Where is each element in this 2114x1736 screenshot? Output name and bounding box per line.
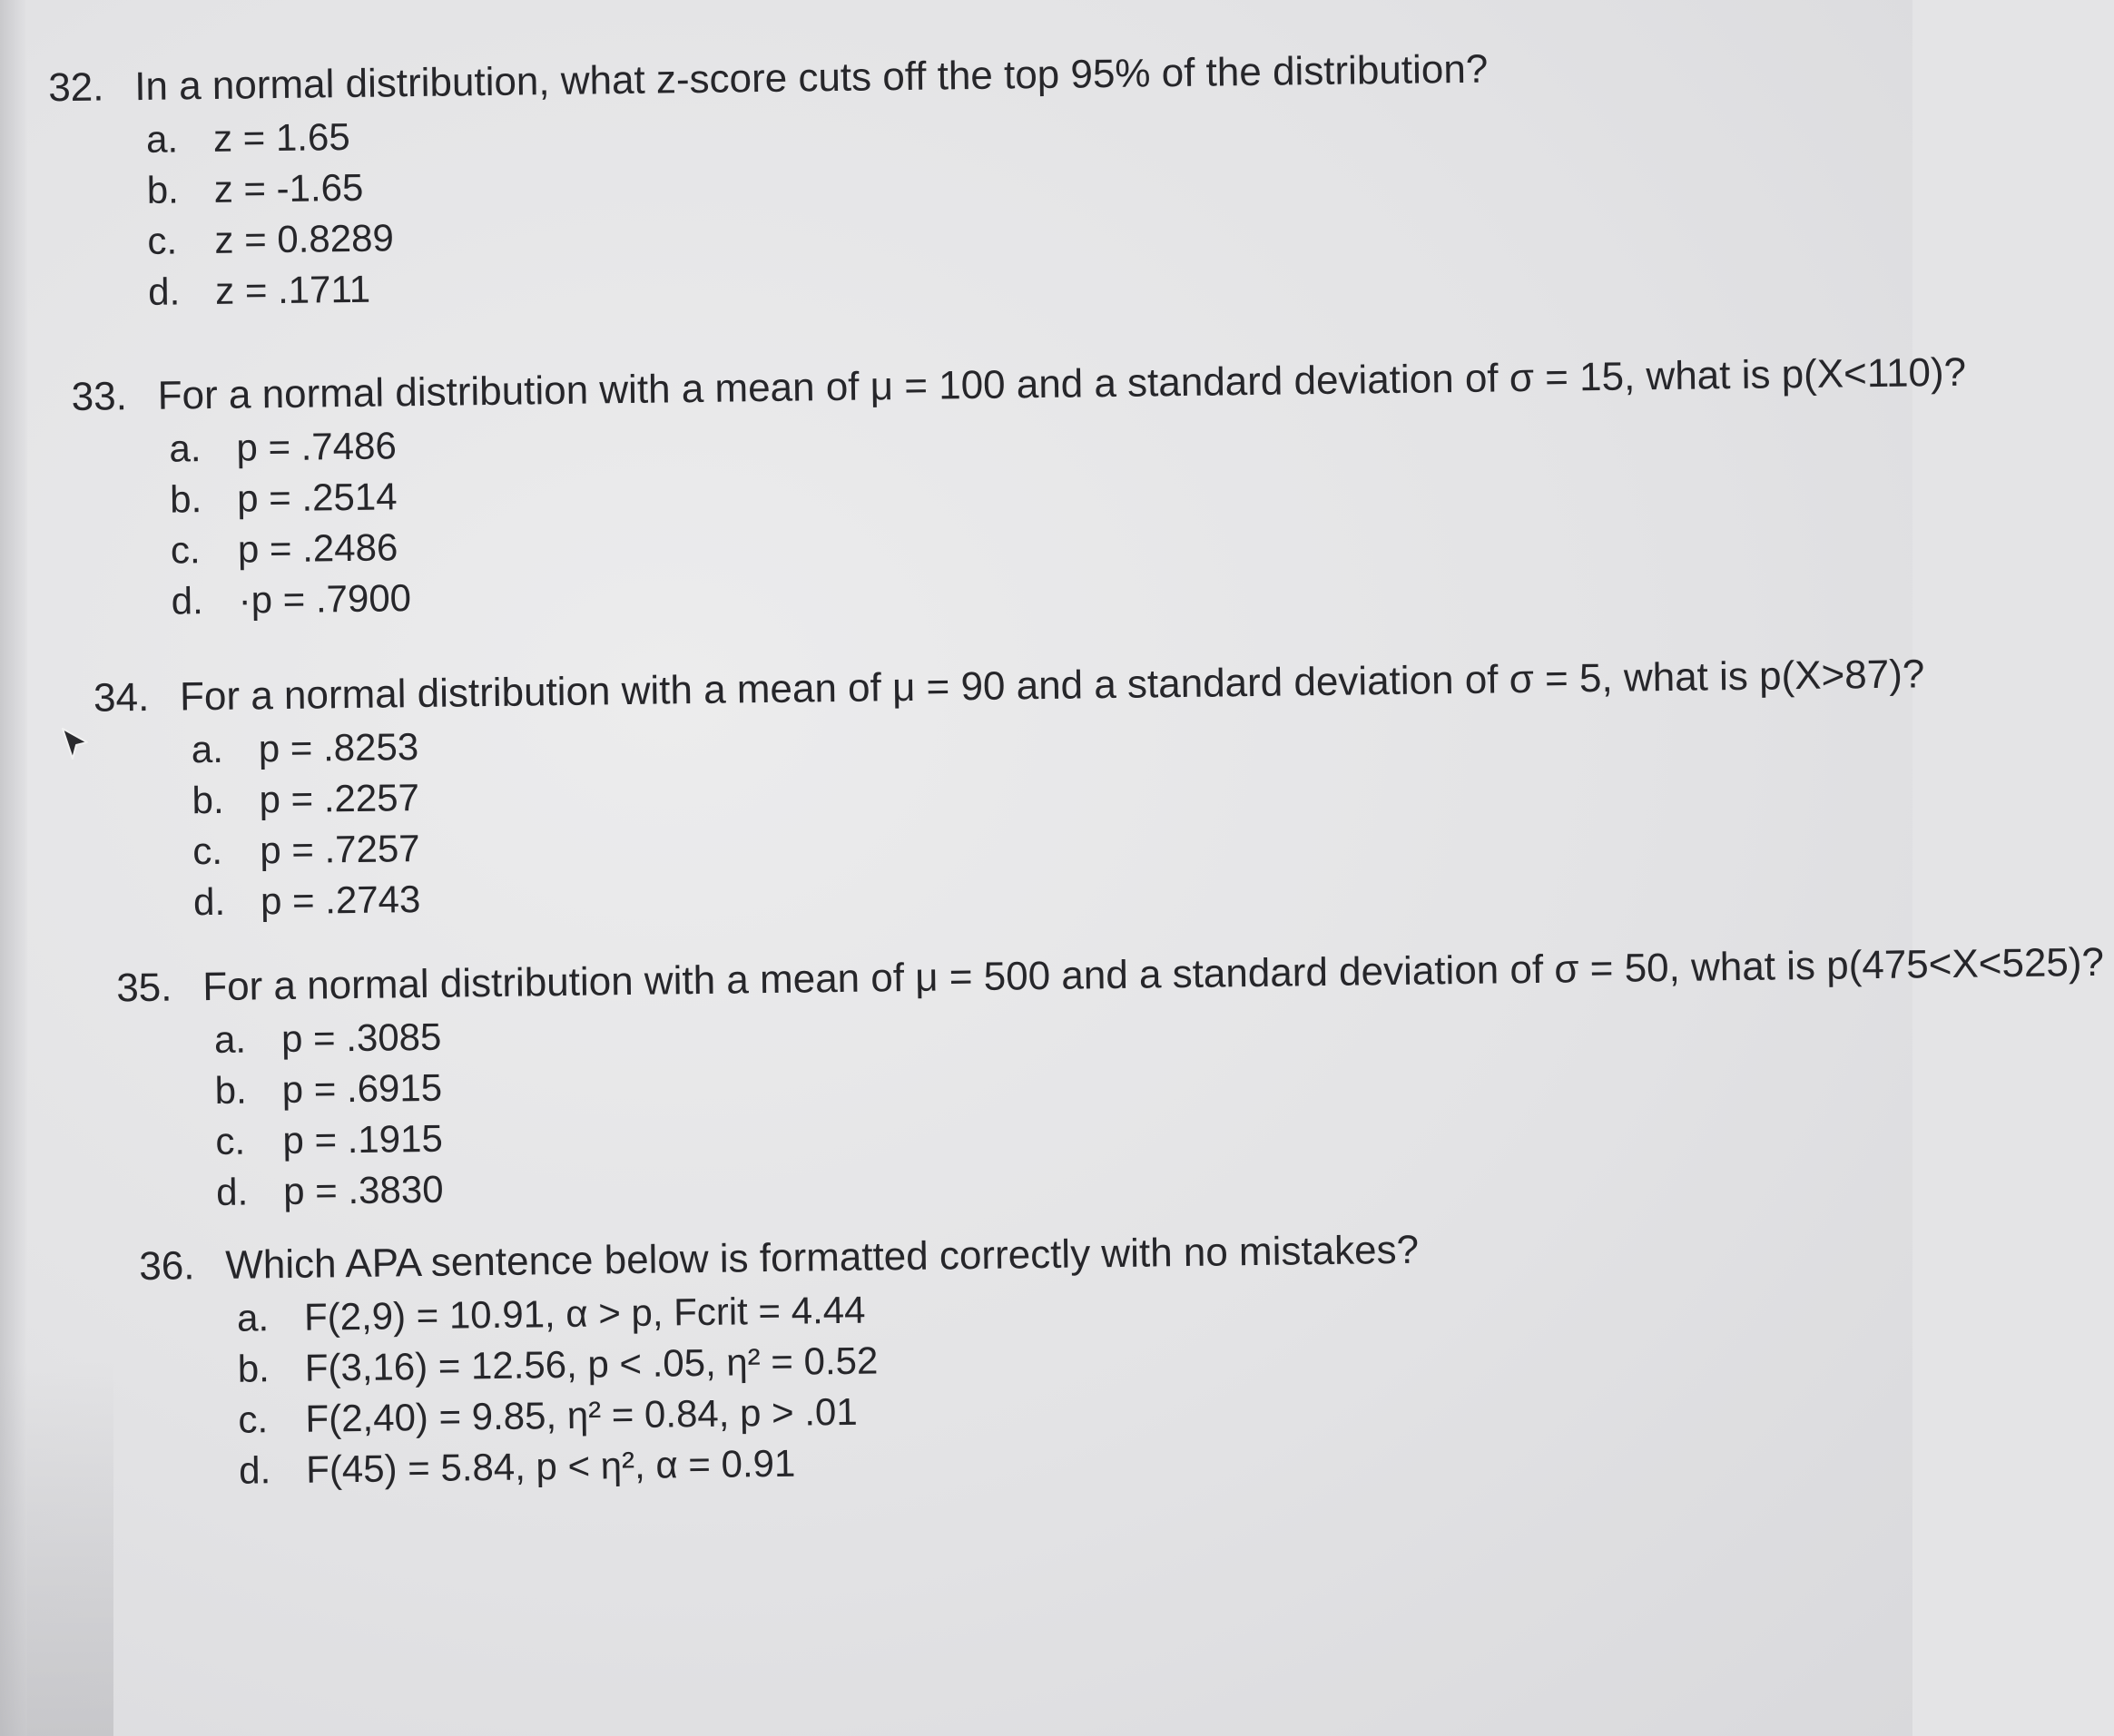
option-letter: a. xyxy=(169,427,202,470)
option-letter: a. xyxy=(191,727,224,771)
option-letter: d. xyxy=(147,270,181,313)
option-letter: c. xyxy=(170,528,201,572)
option-text: p = .6915 xyxy=(281,1065,443,1112)
option-text: p = .2257 xyxy=(259,776,420,821)
option-text: p = .7486 xyxy=(236,424,398,469)
option-text: p = .3085 xyxy=(280,1015,442,1061)
question-34 xyxy=(93,651,1928,928)
option-text: p = .2486 xyxy=(237,525,398,571)
question-number: 34. xyxy=(93,674,150,721)
option-letter: d. xyxy=(215,1170,249,1213)
option-letter: b. xyxy=(237,1347,270,1390)
question-33 xyxy=(71,349,1969,628)
option-text: F(2,9) = 10.91, α > p, Fcrit = 4.44 xyxy=(303,1288,866,1339)
option-text: p = .2514 xyxy=(236,475,398,520)
question-text: For a normal distribution with a mean of μ = 100 and a standard deviation of σ = 15, what is p(X<110)? xyxy=(157,349,1967,418)
question-36 xyxy=(139,1227,1421,1497)
answer-options xyxy=(72,400,1969,628)
answer-options xyxy=(49,97,1491,319)
answer-options xyxy=(93,701,1927,928)
question-32 xyxy=(48,46,1491,319)
option-text: p = .8253 xyxy=(258,725,419,770)
option-letter: a. xyxy=(213,1017,247,1062)
answer-options xyxy=(117,990,2108,1220)
option-text: z = 0.8289 xyxy=(214,216,395,261)
question-number: 35. xyxy=(115,965,172,1011)
question-text: For a normal distribution with a mean of μ = 500 and a standard deviation of σ = 50, what is p(475<X<525)? xyxy=(202,939,2105,1010)
question-text: Which APA sentence below is formatted correctly with no mistakes? xyxy=(224,1227,1420,1288)
answer-options xyxy=(140,1278,1422,1497)
option-text: z = -1.65 xyxy=(213,165,364,211)
option-letter: d. xyxy=(192,879,226,924)
option-letter: a. xyxy=(145,117,179,161)
option-text: F(2,40) = 9.85, η² = 0.84, p > .01 xyxy=(305,1389,858,1440)
option-text: p = .2743 xyxy=(260,878,421,923)
question-number: 32. xyxy=(47,64,104,111)
option-letter: b. xyxy=(214,1068,248,1113)
option-letter: b. xyxy=(146,168,180,211)
mouse-pointer-icon xyxy=(60,726,93,766)
option-letter: c. xyxy=(238,1398,269,1441)
option-letter: c. xyxy=(215,1119,246,1162)
option-text: ·p = .7900 xyxy=(238,576,412,622)
option-text: p = .3830 xyxy=(282,1167,444,1213)
option-text: z = .1711 xyxy=(214,267,371,312)
option-text: p = .7257 xyxy=(259,827,420,872)
option-text: F(3,16) = 12.56, p < .05, η² = 0.52 xyxy=(304,1339,879,1389)
option-text: F(45) = 5.84, p < η², α = 0.91 xyxy=(305,1441,796,1491)
option-letter: d. xyxy=(238,1448,271,1492)
question-number: 33. xyxy=(71,374,128,420)
question-text: For a normal distribution with a mean of μ = 90 and a standard deviation of σ = 5, what is p(X>87)? xyxy=(179,652,1925,720)
option-letter: b. xyxy=(169,477,202,521)
option-text: z = 1.65 xyxy=(212,114,350,160)
question-text: In a normal distribution, what z-score cuts off the top 95% of the distribution? xyxy=(133,46,1489,110)
option-letter: c. xyxy=(147,219,178,262)
question-number: 36. xyxy=(138,1243,195,1290)
question-35 xyxy=(116,939,2107,1220)
option-letter: b. xyxy=(192,778,224,822)
option-letter: d. xyxy=(171,579,204,623)
option-text: p = .1915 xyxy=(282,1116,444,1162)
option-letter: c. xyxy=(192,829,223,873)
option-letter: a. xyxy=(236,1296,270,1339)
